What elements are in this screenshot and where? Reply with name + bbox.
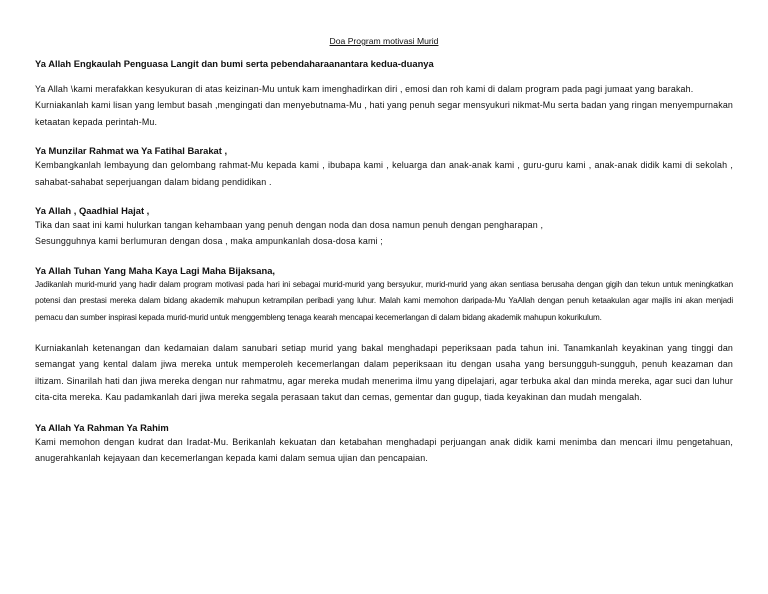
section-body-munzilar: Kembangkanlah lembayung dan gelombang rahmat-Mu kepada kami , ibubapa kami , keluarga dan anak-anak kami , guru-guru kami , anak-anak didik kami di sekolah , sahabat-sahabat seperjuangan dalam bidang pendidikan . [35, 160, 733, 187]
section-heading-maha-kaya: Ya Allah Tuhan Yang Maha Kaya Lagi Maha Bijaksana, [35, 264, 276, 276]
paragraph-ketenangan [35, 340, 733, 406]
section-maha-kaya [35, 264, 733, 326]
section-body-maha-kaya: Jadikanlah murid-murid yang hadir dalam program motivasi pada hari ini sebagai murid-murid yang bersyukur, murid-murid yang akan sentiasa berusaha dengan gigih dan tekun untuk meningkatkan potensi dan prestasi mereka dalam bidang akademik mahupun ketrampilan peribadi yang luhur. Malah kami memohon daripada-Mu YaAllah dengan penuh ketaakulan agar majlis ini akan menjadi pemacu dan sumber inspirasi kepada murid-murid untuk menggembleng tenaga kearah mencapai kecemerlangan di dalam bidang akademik mahupun kokurikulum. [35, 279, 733, 322]
section-line-qaadhial-1: Tika dan saat ini kami hulurkan tangan kehambaan yang penuh dengan noda dan dosa namun penuh dengan pengharapan , [35, 220, 544, 231]
section-rahman-rahim [35, 421, 733, 467]
intro-paragraph-2: Kurniakanlah kami lisan yang lembut basah ,mengingati dan menyebutnama-Mu , hati yang penuh segar mensyukuri nikmat-Mu serta badan yang ringan menyempurnakan ketaatan kepada perintah-Mu. [35, 100, 733, 127]
intro-paragraph-1: Ya Allah \kami merafakkan kesyukuran di atas keizinan-Mu untuk kam imenghadirkan diri , emosi dan roh kami di dalam program pada pagi jumaat yang barakah. [35, 84, 694, 94]
intro-block [35, 81, 733, 130]
section-munzilar [35, 144, 733, 190]
section-body-rahman-rahim: Kami memohon dengan kudrat dan Iradat-Mu. Berikanlah kekuatan dan ketabahan menghadapi perjuangan anak didik kami menimba dan mencari ilmu pengetahuan, anugerahkanlah kejayaan dan kecemerlangan kepada kami dalam semua ujian dan pencapaian. [35, 436, 733, 464]
section-qaadhial-hajat [35, 204, 733, 250]
paragraph-ketenangan-text: Kurniakanlah ketenangan dan kedamaian dalam sanubari setiap murid yang bakal menghadapi peperiksaan pada tahun ini. Tanamkanlah keyakinan yang tinggi dan semangat yang kental dalam jiwa mereka untuk memperoleh kecemerlangan dalam peperiksaan itu dengan usaha yang bersungguh-sungguh, penuh keazaman dan iltizam. Sinarilah hati dan jiwa mereka dengan nur rahmatmu, agar mereka mudah menerima ilmu yang dipelajari, agar terbuka akal dan minda mereka, agar suci dan luhur cita-cita mereka. Kau padamkanlah dari jiwa mereka segala perasaan takut dan cemas, gementar dan gugup, tiada keyakinan dan mudah mengalah. [35, 343, 733, 403]
document-title: Doa Program motivasi Murid [329, 36, 439, 46]
section-heading-rahman-rahim: Ya Allah Ya Rahman Ya Rahim [35, 421, 169, 433]
section-heading-munzilar: Ya Munzilar Rahmat wa Ya Fatihal Barakat , [35, 145, 228, 157]
section-heading-qaadhial-hajat: Ya Allah , Qaadhial Hajat , [35, 205, 150, 217]
section-line-qaadhial-2: Sesungguhnya kami berlumuran dengan dosa , maka ampunkanlah dosa-dosa kami ; [35, 236, 383, 247]
opening-heading: Ya Allah Engkaulah Penguasa Langit dan bumi serta pebendaharaanantara kedua-duanya [35, 58, 434, 69]
